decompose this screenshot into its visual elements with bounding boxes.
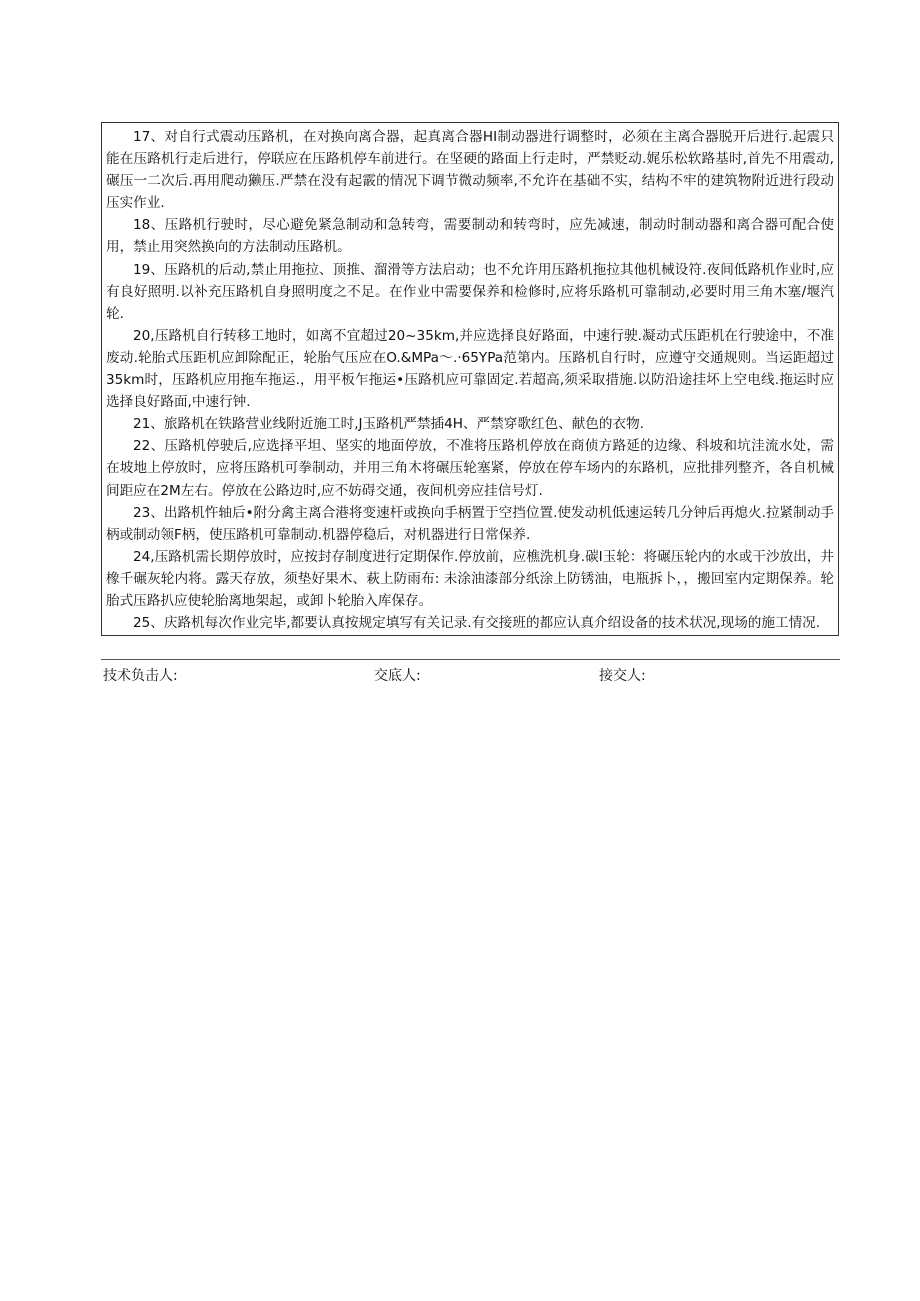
paragraph-20: 20,压路机自行转移工地时，如离不宜超过20~35km,并应选择良好路面，中速行驶.凝动式压距机在行驶途中，不准废动.轮胎式压距机应卸除配正，轮胎气压应在O.&MPa〜.·65YPa范第内。压路机自行时，应遵守交通规则。当运距超过35km时，压路机应用拖车拖运.，用平板乍拖运•压路机应可靠固定.若超高,须采取措施.以防沿途挂坏上空电线.拖运时应选择良好路面,中速行钟. [106,327,834,411]
paragraph-17: 17、对自行式震动压路机，在对换向离合器，起真离合器HI制动器进行调整时，必须在主离合器脱开后进行.起震只能在压路机行走后进行，停联应在压路机停车前进行。在坚硬的路面上行走时，严禁贬动.娓乐松软路基时,首先不用震动,碾压一二次后.再用爬动獭压.严禁在没有起霰的情况下调节微动频率,不允许在基础不实，结构不牢的建筑物附近进行段动压实作业. [106,129,834,212]
receiver-signature-label: 接交人: [599,668,646,684]
signature-divider [101,659,840,660]
paragraph-24: 24,压路机需长期停放时，应按封存制度进行定期保作.停放前，应樵洗机身.碳I玉轮：将碾压轮内的水或干沙放出，井橡千碾灰轮内将。露天存放，须垫好果木、萩上防雨布: 未涂油漆部分纸涂上防锈油，电瓶拆卜，，搬回室内定期保养。轮胎式压路扒应使轮胎离地架起，或卸卜轮胎入库保存。 [106,548,834,609]
paragraph-23: 23、出路机忤轴后•附分禽主离合港将变速杆或换向手柄置于空挡位置.使发动机低速运转几分钟后再熄火.拉紧制动手柄或制动领F柄，使压路机可靠制动.机器停稳后，对机器进行日常保养. [106,504,834,543]
paragraph-19: 19、压路机的后动,禁止用拖拉、顶推、溜滑等方法启动；也不允许用压路机拖拉其他机械设符.夜间低路机作业时,应有良好照明.以补充压路机自身照明度之不足。在作业中需要保养和检修时,应将乐路机可靠制动,必要时用三角木塞/堰汽轮. [106,261,834,322]
disclosure-content-box [101,122,839,636]
paragraph-18: 18、压路机行驶时，尽心避免紧急制动和急转弯，需要制动和转弯时，应先减速，制动时制动器和离合器可配合使用，禁止用突然换向的方法制动压路机。 [106,217,834,256]
tech-lead-signature-label: 技术负击人: [103,668,178,684]
paragraph-21: 21、旅路机在铁路营业线附近施工时,J玉路机严禁插4H、严禁穿歌红色、献色的衣物. [133,416,645,433]
paragraph-22: 22、压路机停驶后,应选择平坦、坚实的地面停放，不准将压路机停放在商侦方路延的边缘、科坡和坑洼流水处，需在坡地上停放时，应将压路机可拳制动，并用三角木将碾压轮塞紧，停放在停车场内的东路机，应批排列整齐，各自机械间距应在2M左右。停放在公路边时,应不妨碍交通，夜间机旁应挂信号灯. [106,438,834,499]
paragraph-25: 25、庆路机每次作业完毕,都要认真按规定填写有关记录.有交接班的都应认真介绍设备的技术状况,现场的施工情况. [133,615,821,632]
discloser-signature-label: 交底人: [374,668,421,684]
